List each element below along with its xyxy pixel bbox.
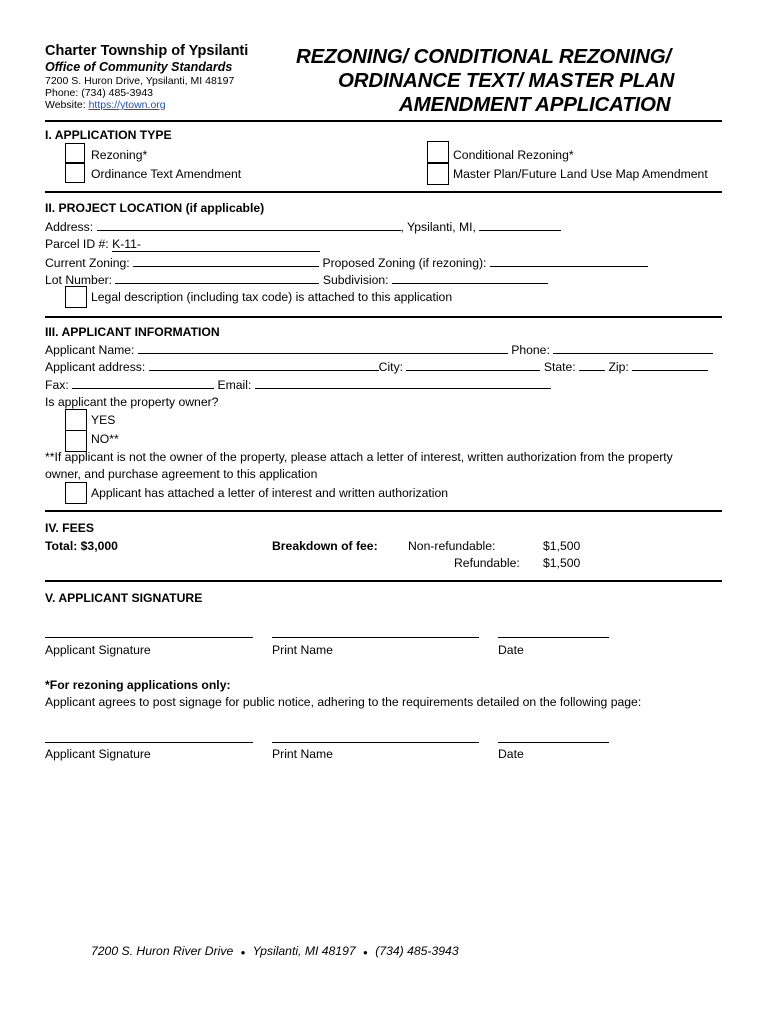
title-line1: REZONING/ CONDITIONAL REZONING/ — [296, 45, 671, 68]
current-zoning-label: Current Zoning: — [45, 256, 130, 270]
applicant-address-row — [45, 359, 708, 374]
fee-breakdown-label: Breakdown of fee: — [272, 539, 378, 553]
label-rezoning: Rezoning* — [91, 148, 148, 162]
section-heading-project-location: II. PROJECT LOCATION (if applicable) — [45, 201, 265, 215]
address-row — [45, 219, 561, 234]
applicant-address-field[interactable] — [149, 359, 379, 371]
website-link[interactable]: https://ytown.org — [88, 99, 166, 111]
title-line2: ORDINANCE TEXT/ MASTER PLAN — [338, 69, 675, 92]
applicant-name-field[interactable] — [138, 342, 508, 354]
proposed-zoning-label: Proposed Zoning (if rezoning): — [322, 256, 487, 270]
date-label: Date — [498, 643, 524, 657]
header-address: 7200 S. Huron Drive, Ypsilanti, MI 48197 — [45, 75, 235, 87]
divider — [45, 120, 722, 122]
date-line[interactable] — [498, 742, 609, 743]
date-label: Date — [498, 747, 524, 761]
label-legal-description: Legal description (including tax code) is attached to this application — [91, 290, 453, 304]
date-line[interactable] — [498, 637, 609, 638]
address-field[interactable] — [97, 219, 401, 231]
proposed-zoning-field[interactable] — [490, 255, 648, 267]
lot-row — [45, 272, 548, 287]
email-field[interactable] — [255, 377, 551, 389]
lot-label: Lot Number: — [45, 273, 113, 287]
subdivision-field[interactable] — [392, 272, 548, 284]
print-name-line[interactable] — [272, 742, 479, 743]
section-heading-applicant-info: III. APPLICANT INFORMATION — [45, 325, 220, 339]
label-letter-attached: Applicant has attached a letter of interest and written authorization — [91, 486, 449, 500]
label-no: NO** — [91, 432, 119, 446]
header-website — [45, 99, 166, 111]
state-label: State: — [543, 360, 576, 374]
address-label: Address: — [45, 220, 94, 234]
fax-label: Fax: — [45, 378, 69, 392]
checkbox-no[interactable] — [65, 430, 87, 452]
state-field[interactable] — [579, 359, 605, 371]
checkbox-rezoning[interactable] — [65, 143, 85, 163]
section-heading-fees: IV. FEES — [45, 521, 94, 535]
print-name-line[interactable] — [272, 637, 479, 638]
zip-field[interactable] — [632, 359, 708, 371]
signature-line[interactable] — [45, 637, 253, 638]
rezoning-only-heading: *For rezoning applications only: — [45, 678, 231, 692]
city-label: City: — [378, 360, 404, 374]
footer — [91, 944, 459, 958]
header-phone: Phone: (734) 485-3943 — [45, 87, 153, 99]
refundable-label: Refundable: — [454, 556, 520, 570]
city-field[interactable] — [406, 359, 540, 371]
footer-address: 7200 S. Huron River Drive — [91, 944, 234, 958]
parcel-row — [45, 237, 320, 252]
nonrefundable-label: Non-refundable: — [408, 539, 496, 553]
zip-field[interactable] — [479, 219, 561, 231]
bullet-icon: ● — [240, 948, 246, 957]
title-line3: AMENDMENT APPLICATION — [399, 93, 671, 116]
divider — [45, 580, 722, 582]
website-label: Website: — [45, 99, 89, 111]
email-label: Email: — [217, 378, 252, 392]
print-name-label: Print Name — [272, 643, 333, 657]
label-ordinance: Ordinance Text Amendment — [91, 167, 242, 181]
city-text: , Ypsilanti, MI, — [400, 220, 476, 234]
owner-note-line1: **If applicant is not the owner of the property, please attach a letter of interest, written authorization from the property — [45, 450, 673, 464]
nonrefundable-amount: $1,500 — [543, 539, 581, 553]
rezoning-only-text: Applicant agrees to post signage for public notice, adhering to the requirements detailed on the following page: — [45, 695, 642, 709]
office-name: Office of Community Standards — [45, 60, 233, 74]
signature-line[interactable] — [45, 742, 253, 743]
fax-email-row — [45, 377, 551, 392]
parcel-label: Parcel ID #: — [45, 237, 109, 251]
fax-field[interactable] — [72, 377, 214, 389]
zip-label: Zip: — [608, 360, 629, 374]
refundable-amount: $1,500 — [543, 556, 581, 570]
divider — [45, 510, 722, 512]
checkbox-ordinance[interactable] — [65, 163, 85, 183]
parcel-field[interactable] — [112, 237, 320, 252]
divider — [45, 191, 722, 193]
checkbox-master-plan[interactable] — [427, 163, 449, 185]
checkbox-conditional-rezoning[interactable] — [427, 141, 449, 163]
parcel-prefix: K-11- — [112, 237, 141, 251]
signature-label: Applicant Signature — [45, 747, 151, 761]
fee-total: Total: $3,000 — [45, 539, 118, 553]
bullet-icon: ● — [363, 948, 368, 957]
subdivision-label: Subdivision: — [322, 273, 389, 287]
footer-city: Ypsilanti, MI 48197 — [252, 944, 356, 958]
checkbox-letter-attached[interactable] — [65, 482, 87, 504]
section-heading-signature: V. APPLICANT SIGNATURE — [45, 591, 203, 605]
current-zoning-field[interactable] — [133, 255, 319, 267]
applicant-address-label: Applicant address: — [45, 360, 146, 374]
label-yes: YES — [91, 413, 116, 427]
org-name: Charter Township of Ypsilanti — [45, 43, 249, 59]
label-conditional-rezoning: Conditional Rezoning* — [453, 148, 574, 162]
phone-field[interactable] — [553, 342, 713, 354]
signature-label: Applicant Signature — [45, 643, 151, 657]
owner-question: Is applicant the property owner? — [45, 395, 219, 409]
footer-phone: (734) 485-3943 — [375, 944, 459, 958]
label-master-plan: Master Plan/Future Land Use Map Amendment — [453, 167, 708, 181]
phone-label: Phone: — [511, 343, 550, 357]
section-heading-application-type: I. APPLICATION TYPE — [45, 128, 172, 142]
zoning-row — [45, 255, 648, 270]
print-name-label: Print Name — [272, 747, 333, 761]
applicant-name-label: Applicant Name: — [45, 343, 135, 357]
checkbox-legal-description[interactable] — [65, 286, 87, 308]
applicant-name-row — [45, 342, 713, 357]
checkbox-yes[interactable] — [65, 409, 87, 431]
divider — [45, 316, 722, 318]
owner-note-line2: owner, and purchase agreement to this application — [45, 467, 318, 481]
lot-field[interactable] — [115, 272, 319, 284]
